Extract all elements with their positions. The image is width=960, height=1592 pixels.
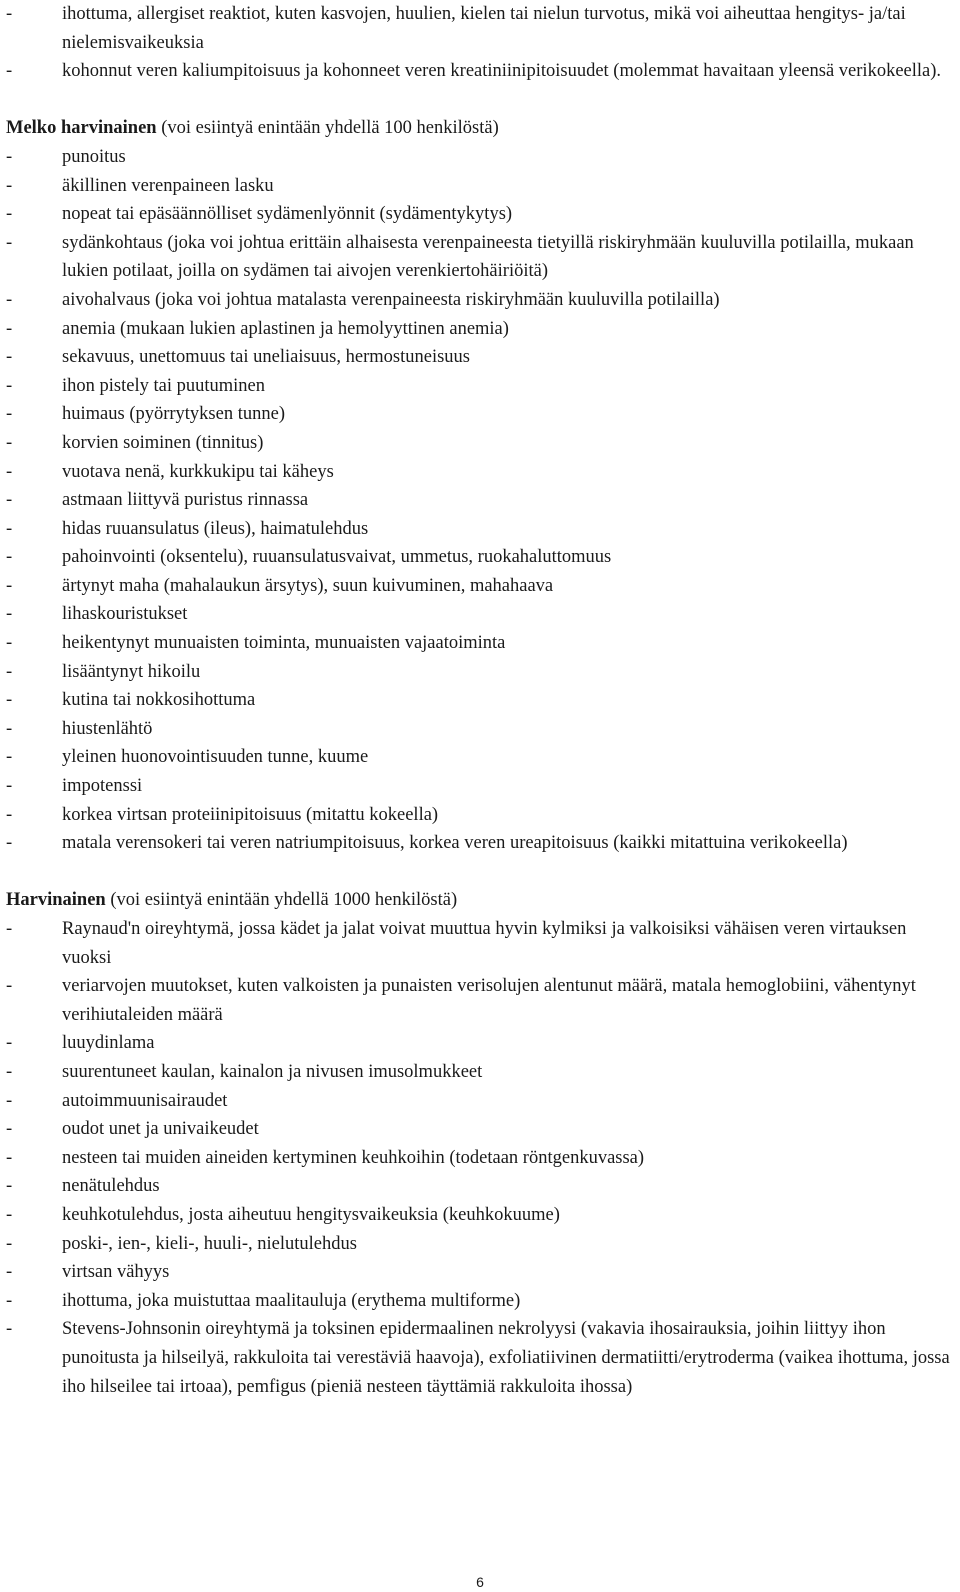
list-item-text: nesteen tai muiden aineiden kertyminen keuhkoihin (todetaan röntgenkuvassa) — [62, 1147, 645, 1168]
list-item-text: matala verensokeri tai veren natriumpitoisuus, korkea veren ureapitoisuus (kaikki mitattuina verikokeella) — [62, 833, 848, 854]
list-item-text: heikentynyt munuaisten toiminta, munuaisten vajaatoiminta — [62, 633, 506, 654]
list-item — [6, 543, 954, 572]
list-item — [6, 1287, 954, 1316]
list-item — [6, 400, 954, 429]
section-subtitle: (voi esiintyä enintään yhdellä 1000 henkilöstä) — [110, 890, 458, 911]
list-item — [6, 143, 954, 172]
list-item — [6, 315, 954, 344]
list-dash: - — [6, 1204, 13, 1225]
list-item — [6, 200, 954, 229]
list-dash: - — [6, 1176, 13, 1197]
list-dash: - — [6, 690, 13, 711]
list-dash: - — [6, 404, 13, 425]
list-item — [6, 1058, 954, 1087]
section-uncommon — [6, 114, 954, 857]
list-dash: - — [6, 718, 13, 739]
list-item — [6, 1144, 954, 1173]
list-item — [6, 686, 954, 715]
list-dash: - — [6, 1147, 13, 1168]
list-dash: - — [6, 547, 13, 568]
list-item — [6, 1230, 954, 1259]
list-dash: - — [6, 289, 13, 310]
list-item-text: lihaskouristukset — [62, 604, 188, 625]
list-item — [6, 829, 954, 858]
list-dash: - — [6, 804, 13, 825]
list-item-text: anemia (mukaan lukien aplastinen ja hemolyyttinen anemia) — [62, 318, 509, 339]
list-dash: - — [6, 490, 13, 511]
list-dash: - — [6, 633, 13, 654]
list-item — [6, 1115, 954, 1144]
list-dash: - — [6, 833, 13, 854]
list-item — [6, 972, 954, 1029]
list-item — [6, 429, 954, 458]
list-dash: - — [6, 347, 13, 368]
list-item-text: korvien soiminen (tinnitus) — [62, 432, 264, 453]
section-list — [6, 915, 954, 1401]
list-item-text: pahoinvointi (oksentelu), ruuansulatusvaivat, ummetus, ruokahaluttomuus — [62, 547, 612, 568]
list-item-text: äkillinen verenpaineen lasku — [62, 175, 274, 196]
list-dash: - — [6, 146, 13, 167]
list-item-text: keuhkotulehdus, josta aiheutuu hengitysvaikeuksia (keuhkokuume) — [62, 1204, 560, 1225]
list-dash: - — [6, 461, 13, 482]
list-item-text: kutina tai nokkosihottuma — [62, 690, 256, 711]
list-dash: - — [6, 1061, 13, 1082]
list-item-text: nopeat tai epäsäännölliset sydämenlyönnit (sydämentykytys) — [62, 204, 513, 225]
section-heading — [6, 114, 954, 143]
list-item-text: sydänkohtaus (joka voi johtua erittäin alhaisesta verenpaineesta tietyillä riskiryhmään kuuluvilla potilailla, mukaan lukien potilaat, joilla on sydämen tai aivojen verenkiertohäiriöitä) — [62, 232, 914, 282]
list-item — [6, 1258, 954, 1287]
list-dash: - — [6, 518, 13, 539]
list-item-text: suurentuneet kaulan, kainalon ja nivusen imusolmukkeet — [62, 1061, 483, 1082]
list-dash: - — [6, 204, 13, 225]
list-item — [6, 343, 954, 372]
list-item-text: sekavuus, unettomuus tai uneliaisuus, hermostuneisuus — [62, 347, 470, 368]
list-dash: - — [6, 175, 13, 196]
list-item-text: punoitus — [62, 146, 126, 167]
list-dash: - — [6, 747, 13, 768]
list-item — [6, 658, 954, 687]
list-item-text: aivohalvaus (joka voi johtua matalasta verenpaineesta riskiryhmään kuuluvilla potilailla) — [62, 289, 720, 310]
list-item-text: astmaan liittyvä puristus rinnassa — [62, 490, 309, 511]
list-item-text: oudot unet ja univaikeudet — [62, 1119, 259, 1140]
list-item-text: Stevens-Johnsonin oireyhtymä ja toksinen epidermaalinen nekrolyysi (vakavia ihosairauksia, joihin liittyy ihon punoitusta ja hilseilyä, rakkuloita tai verestäviä haavoja), exfoliatiivinen dermatiitti/erytroderma (vaikea ihottuma, jossa iho hilseilee tai irtoaa), pemfigus (pieniä nesteen täyttämiä rakkuloita ihossa) — [62, 1319, 950, 1397]
section-title: Harvinainen — [6, 890, 106, 911]
list-dash: - — [6, 1233, 13, 1254]
document-body — [6, 0, 954, 1401]
list-item — [6, 0, 954, 57]
list-dash: - — [6, 232, 13, 253]
list-dash: - — [6, 1090, 13, 1111]
list-item — [6, 715, 954, 744]
list-item — [6, 743, 954, 772]
list-dash: - — [6, 4, 13, 24]
list-item-text: ihottuma, allergiset reaktiot, kuten kasvojen, huulien, kielen tai nielun turvotus, mikä voi aiheuttaa hengitys- ja/tai nielemisvaikeuksia — [62, 4, 906, 53]
list-item — [6, 629, 954, 658]
list-item-text: autoimmuunisairaudet — [62, 1090, 228, 1111]
list-item — [6, 1315, 954, 1401]
list-item-text: ihottuma, joka muistuttaa maalitauluja (erythema multiforme) — [62, 1290, 521, 1311]
page-number: 6 — [476, 1574, 484, 1590]
list-dash: - — [6, 1319, 13, 1340]
list-item — [6, 772, 954, 801]
list-item — [6, 372, 954, 401]
list-item-text: korkea virtsan proteiinipitoisuus (mitattu kokeella) — [62, 804, 439, 825]
list-item-text: veriarvojen muutokset, kuten valkoisten ja punaisten verisolujen alentunut määrä, matala hemoglobiini, vähentynyt verihiutaleiden määrä — [62, 976, 916, 1025]
list-item-text: huimaus (pyörrytyksen tunne) — [62, 404, 285, 425]
list-item-text: nenätulehdus — [62, 1176, 160, 1197]
intro-list — [6, 0, 954, 86]
list-item — [6, 458, 954, 487]
list-dash: - — [6, 661, 13, 682]
list-item — [6, 515, 954, 544]
list-item — [6, 172, 954, 201]
list-item — [6, 572, 954, 601]
list-item — [6, 1201, 954, 1230]
section-subtitle: (voi esiintyä enintään yhdellä 100 henkilöstä) — [161, 118, 499, 139]
list-item-text: yleinen huonovointisuuden tunne, kuume — [62, 747, 369, 768]
section-title: Melko harvinainen — [6, 118, 157, 139]
list-item-text: poski-, ien-, kieli-, huuli-, nielutulehdus — [62, 1233, 357, 1254]
list-item — [6, 57, 954, 86]
list-item-text: virtsan vähyys — [62, 1262, 170, 1283]
list-item-text: lisääntynyt hikoilu — [62, 661, 201, 682]
list-dash: - — [6, 61, 13, 82]
list-item-text: impotenssi — [62, 776, 143, 797]
list-dash: - — [6, 776, 13, 797]
list-item-text: Raynaud'n oireyhtymä, jossa kädet ja jalat voivat muuttua hyvin kylmiksi ja valkoisiksi vähäisen veren virtauksen vuoksi — [62, 919, 907, 968]
section-rare — [6, 886, 954, 1401]
list-item — [6, 801, 954, 830]
list-item — [6, 286, 954, 315]
list-item-text: ihon pistely tai puutuminen — [62, 375, 265, 396]
list-dash: - — [6, 1262, 13, 1283]
list-item-text: hidas ruuansulatus (ileus), haimatulehdus — [62, 518, 369, 539]
list-item-text: hiustenlähtö — [62, 718, 153, 739]
list-item — [6, 1087, 954, 1116]
list-item-text: kohonnut veren kaliumpitoisuus ja kohonneet veren kreatiniinipitoisuudet (molemmat havaitaan yleensä verikokeella). — [62, 61, 942, 82]
list-dash: - — [6, 575, 13, 596]
list-dash: - — [6, 919, 13, 939]
list-dash: - — [6, 1290, 13, 1311]
list-dash: - — [6, 976, 13, 997]
list-item-text: luuydinlama — [62, 1033, 155, 1054]
list-dash: - — [6, 432, 13, 453]
list-item — [6, 1029, 954, 1058]
list-dash: - — [6, 375, 13, 396]
section-heading — [6, 886, 954, 915]
list-item-text: vuotava nenä, kurkkukipu tai käheys — [62, 461, 334, 482]
list-dash: - — [6, 1033, 13, 1054]
list-dash: - — [6, 604, 13, 625]
list-item — [6, 229, 954, 286]
list-item-text: ärtynyt maha (mahalaukun ärsytys), suun kuivuminen, mahahaava — [62, 575, 554, 596]
list-item — [6, 486, 954, 515]
list-item — [6, 1172, 954, 1201]
list-item — [6, 915, 954, 972]
section-list — [6, 143, 954, 858]
list-item — [6, 600, 954, 629]
list-dash: - — [6, 318, 13, 339]
list-dash: - — [6, 1119, 13, 1140]
